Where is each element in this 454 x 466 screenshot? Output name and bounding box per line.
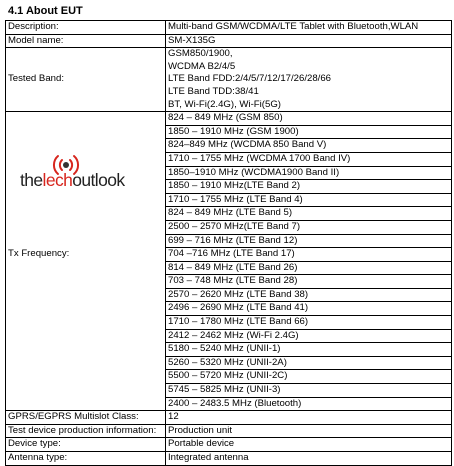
row-test-device (6, 424, 452, 438)
model-label: Model name: (6, 34, 166, 48)
tx-frequency-value: 5180 – 5240 MHz (UNII-1) (166, 343, 452, 357)
device-type-value: Portable device (166, 438, 452, 452)
tx-frequency-value: 1850 – 1910 MHz (GSM 1900) (166, 125, 452, 139)
tx-frequency-value: 5745 – 5825 MHz (UNII-3) (166, 384, 452, 398)
gprs-label: GPRS/EGPRS Multislot Class: (6, 411, 166, 425)
tx-frequency-value: 1710 – 1780 MHz (LTE Band 66) (166, 316, 452, 330)
tx-frequency-label-cell (6, 112, 166, 411)
tx-frequency-value: 2500 – 2570 MHz(LTE Band 7) (166, 220, 452, 234)
device-type-label: Device type: (6, 438, 166, 452)
tx-frequency-value: 824 – 849 MHz (LTE Band 5) (166, 207, 452, 221)
watermark-outlook: outlook (72, 170, 125, 191)
tx-frequency-value: 2496 – 2690 MHz (LTE Band 41) (166, 302, 452, 316)
row-model (6, 34, 452, 48)
tx-frequency-value: 699 – 716 MHz (LTE Band 12) (166, 234, 452, 248)
watermark-tech: lech (42, 170, 73, 191)
watermark-wordmark (20, 170, 125, 191)
test-device-label: Test device production information: (6, 424, 166, 438)
tx-frequency-value: 704 –716 MHz (LTE Band 17) (166, 248, 452, 262)
tx-frequency-value: 824–849 MHz (WCDMA 850 Band V) (166, 139, 452, 153)
watermark-the: the (20, 170, 43, 191)
tx-frequency-value: 814 – 849 MHz (LTE Band 26) (166, 261, 452, 275)
watermark-logo (20, 152, 150, 206)
row-device-type (6, 438, 452, 452)
tested-band-line: LTE Band TDD:38/41 (168, 85, 259, 97)
row-description (6, 21, 452, 35)
tx-frequency-value: 5500 – 5720 MHz (UNII-2C) (166, 370, 452, 384)
description-value: Multi-band GSM/WCDMA/LTE Tablet with Bluetooth,WLAN (166, 21, 452, 35)
tx-frequency-value: 1710 – 1755 MHz (WCDMA 1700 Band IV) (166, 152, 452, 166)
tested-band-label: Tested Band: (6, 48, 166, 112)
gprs-value: 12 (166, 411, 452, 425)
test-device-value: Production unit (166, 424, 452, 438)
section-heading: 4.1 About EUT (8, 5, 83, 17)
row-gprs (6, 411, 452, 425)
row-antenna (6, 452, 452, 466)
model-value: SM-X135G (166, 34, 452, 48)
tx-frequency-row (6, 112, 452, 126)
tested-band-line: WCDMA B2/4/5 (168, 60, 236, 72)
row-tested-band (6, 48, 452, 112)
antenna-label: Antenna type: (6, 452, 166, 466)
eut-table (5, 20, 452, 466)
antenna-value: Integrated antenna (166, 452, 452, 466)
tested-band-value (166, 48, 452, 112)
tx-frequency-value: 824 – 849 MHz (GSM 850) (166, 112, 452, 126)
tx-frequency-label: Tx Frequency: (8, 248, 70, 260)
description-label: Description: (6, 21, 166, 35)
tx-frequency-value: 1850 – 1910 MHz(LTE Band 2) (166, 180, 452, 194)
tested-band-line: LTE Band FDD:2/4/5/7/12/17/26/28/66 (168, 73, 332, 85)
tx-frequency-value: 2570 – 2620 MHz (LTE Band 38) (166, 288, 452, 302)
tx-frequency-value: 703 – 748 MHz (LTE Band 28) (166, 275, 452, 289)
tested-band-line: BT, Wi-Fi(2.4G), Wi-Fi(5G) (168, 98, 281, 110)
tx-frequency-value: 1850–1910 MHz (WCDMA1900 Band II) (166, 166, 452, 180)
tx-frequency-value: 5260 – 5320 MHz (UNII-2A) (166, 356, 452, 370)
tx-frequency-value: 2400 – 2483.5 MHz (Bluetooth) (166, 397, 452, 411)
tx-frequency-value: 2412 – 2462 MHz (Wi-Fi 2.4G) (166, 329, 452, 343)
tested-band-line: GSM850/1900, (168, 48, 233, 60)
tx-frequency-value: 1710 – 1755 MHz (LTE Band 4) (166, 193, 452, 207)
